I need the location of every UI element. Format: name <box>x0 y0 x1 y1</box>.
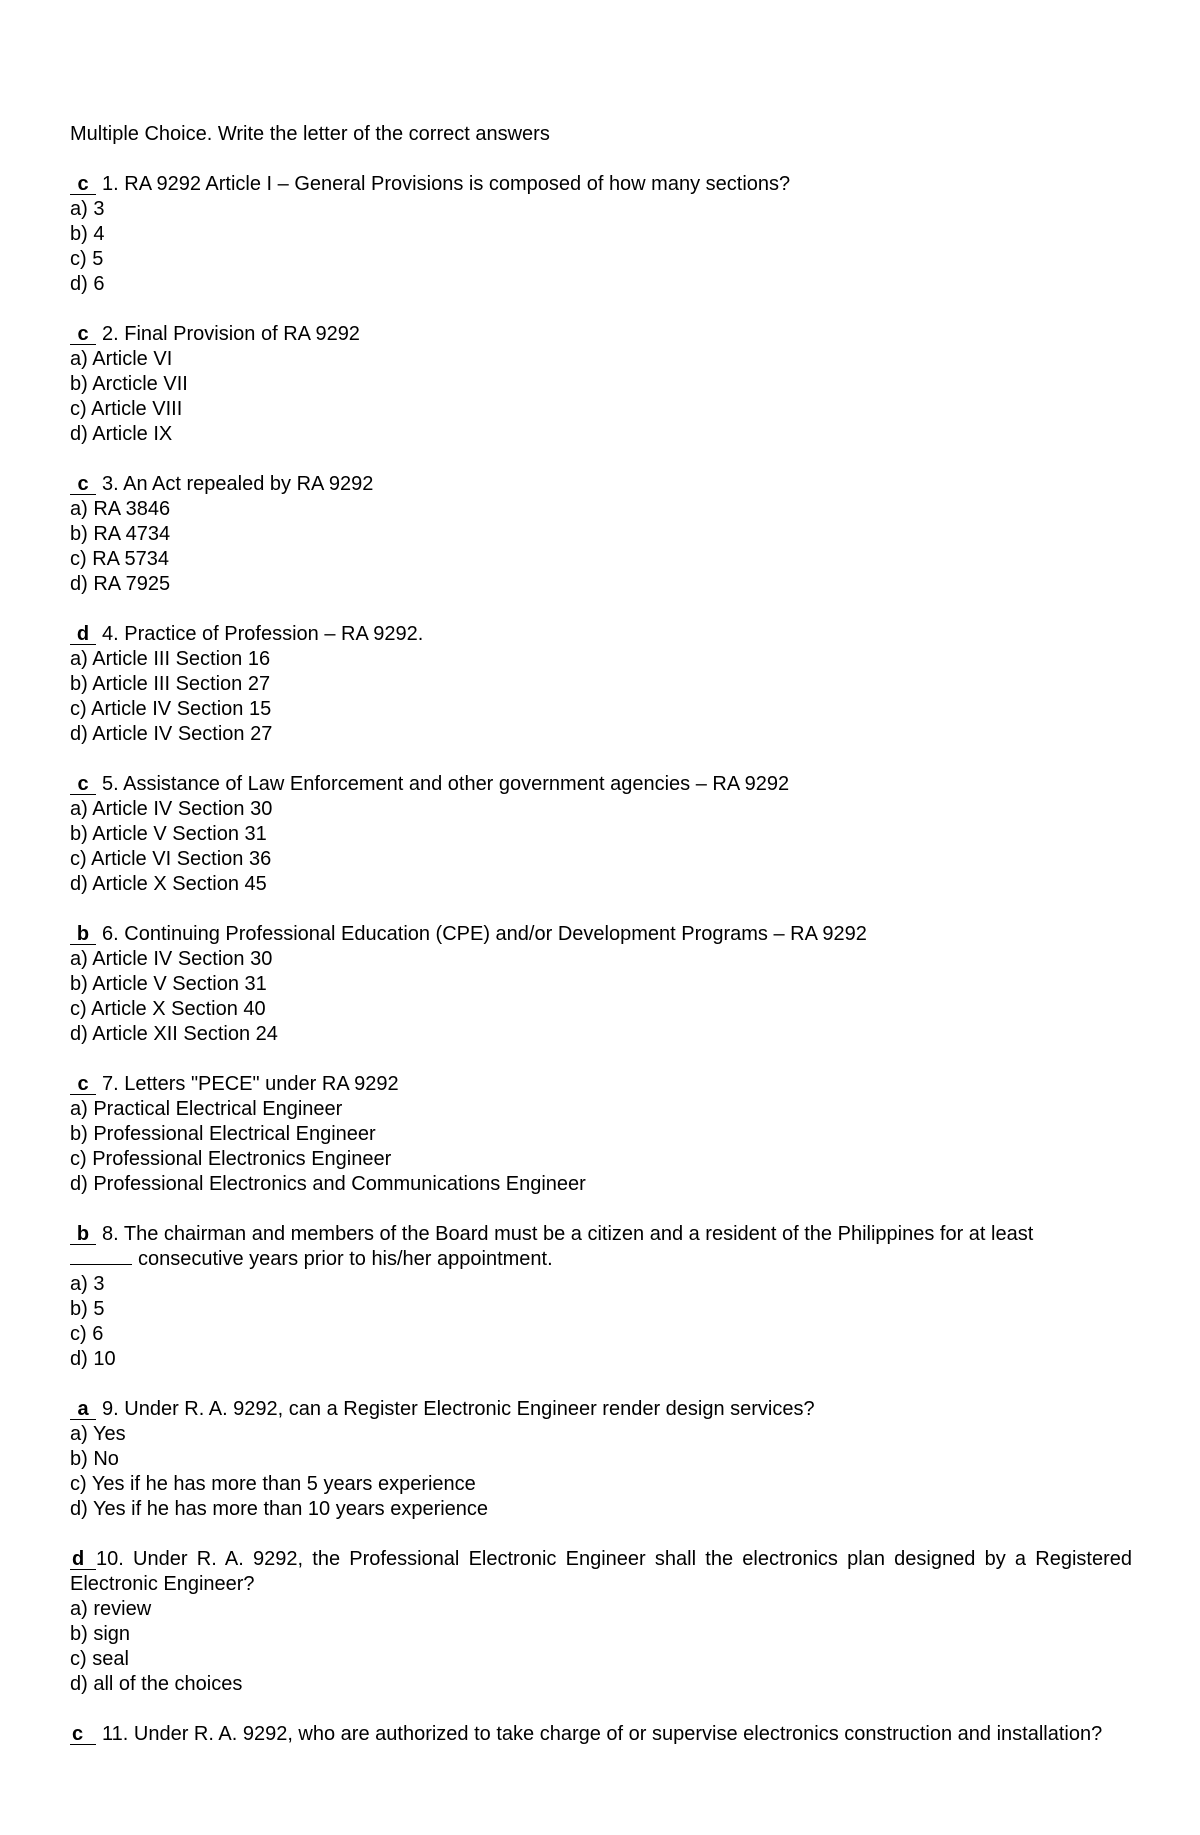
answer-blank: c <box>70 325 96 345</box>
question-number: 5. <box>102 773 119 795</box>
question-stem <box>70 922 1132 947</box>
option-a: a) Practical Electrical Engineer <box>70 1098 343 1120</box>
question-text: Practice of Profession – RA 9292. <box>124 623 424 645</box>
option-d: d) 10 <box>70 1348 116 1370</box>
question-text: Under R. A. 9292, can a Register Electronic Engineer render design services? <box>124 1398 815 1420</box>
option-c: c) Yes if he has more than 5 years experience <box>70 1473 476 1495</box>
option-d: d) Article IV Section 27 <box>70 723 273 745</box>
option-b: b) RA 4734 <box>70 523 171 545</box>
question-11 <box>70 1722 1132 1747</box>
option-c: c) Article VI Section 36 <box>70 848 272 870</box>
question-stem <box>70 172 1132 197</box>
option-d: d) Article IX <box>70 423 173 445</box>
option-d: d) Article X Section 45 <box>70 873 267 895</box>
question-text: Under R. A. 9292, the Professional Electronic Engineer shall the electronics plan designed by a Registered Electronic Engineer? <box>70 1548 1132 1595</box>
option-b: b) 5 <box>70 1298 105 1320</box>
question-stem <box>70 1397 1132 1422</box>
option-c: c) 6 <box>70 1323 104 1345</box>
question-text: Assistance of Law Enforcement and other government agencies – RA 9292 <box>123 773 790 795</box>
question-number: 4. <box>102 623 119 645</box>
instructions: Multiple Choice. Write the letter of the correct answers <box>70 123 550 145</box>
question-6 <box>70 922 1132 1047</box>
question-10 <box>70 1547 1132 1697</box>
option-c: c) Professional Electronics Engineer <box>70 1148 392 1170</box>
option-a: a) Article IV Section 30 <box>70 798 273 820</box>
answer-blank: d <box>70 625 96 645</box>
option-a: a) Article IV Section 30 <box>70 948 273 970</box>
option-a: a) Yes <box>70 1423 126 1445</box>
answer-blank: b <box>70 1225 96 1245</box>
option-b: b) Arcticle VII <box>70 373 188 395</box>
option-d: d) Professional Electronics and Communications Engineer <box>70 1173 586 1195</box>
question-text: The chairman and members of the Board must be a citizen and a resident of the Philippines for at least <box>123 1223 1034 1245</box>
option-a: a) RA 3846 <box>70 498 171 520</box>
answer-blank: c <box>70 175 96 195</box>
option-c: c) Article IV Section 15 <box>70 698 272 720</box>
question-stem <box>70 1547 1132 1597</box>
option-d: d) Yes if he has more than 10 years experience <box>70 1498 489 1520</box>
answer-blank: b <box>70 925 96 945</box>
question-stem <box>70 622 1132 647</box>
question-stem-continued <box>70 1247 1132 1272</box>
option-b: b) Professional Electrical Engineer <box>70 1123 376 1145</box>
question-2 <box>70 322 1132 447</box>
option-b: b) 4 <box>70 223 105 245</box>
option-a: a) Article III Section 16 <box>70 648 271 670</box>
option-d: d) RA 7925 <box>70 573 171 595</box>
question-text: Letters "PECE" under RA 9292 <box>124 1073 399 1095</box>
question-text: Final Provision of RA 9292 <box>124 323 360 345</box>
option-b: b) Article V Section 31 <box>70 973 267 995</box>
option-c: c) 5 <box>70 248 104 270</box>
question-text: Continuing Professional Education (CPE) and/or Development Programs – RA 9292 <box>124 923 867 945</box>
answer-blank: d <box>70 1550 96 1570</box>
option-d: d) 6 <box>70 273 105 295</box>
question-text-continued: consecutive years prior to his/her appointment. <box>138 1248 553 1270</box>
option-c: c) Article VIII <box>70 398 183 420</box>
option-c: c) seal <box>70 1648 129 1670</box>
answer-blank: a <box>70 1400 96 1420</box>
question-number: 6. <box>102 923 119 945</box>
option-a: a) Article VI <box>70 348 173 370</box>
answer-blank: c <box>70 475 96 495</box>
question-text: An Act repealed by RA 9292 <box>123 473 374 495</box>
question-stem <box>70 772 1132 797</box>
option-d: d) Article XII Section 24 <box>70 1023 278 1045</box>
question-text: Under R. A. 9292, who are authorized to take charge of or supervise electronics construction and installation? <box>133 1723 1103 1745</box>
question-number: 10. <box>96 1548 124 1570</box>
question-stem <box>70 472 1132 497</box>
fill-in-blank <box>70 1248 132 1265</box>
option-d: d) all of the choices <box>70 1673 243 1695</box>
question-7 <box>70 1072 1132 1197</box>
option-a: a) review <box>70 1598 152 1620</box>
question-9 <box>70 1397 1132 1522</box>
option-a: a) 3 <box>70 198 105 220</box>
option-b: b) No <box>70 1448 119 1470</box>
question-stem <box>70 1722 1132 1747</box>
question-3 <box>70 472 1132 597</box>
option-b: b) Article V Section 31 <box>70 823 267 845</box>
question-4 <box>70 622 1132 747</box>
question-number: 2. <box>102 323 119 345</box>
question-8 <box>70 1222 1132 1372</box>
question-number: 8. <box>102 1223 119 1245</box>
answer-blank: c <box>70 1725 96 1745</box>
question-number: 11. <box>102 1723 129 1745</box>
question-number: 1. <box>102 173 119 195</box>
answer-blank: c <box>70 1075 96 1095</box>
question-stem <box>70 322 1132 347</box>
question-text: RA 9292 Article I – General Provisions is composed of how many sections? <box>124 173 791 195</box>
question-number: 3. <box>102 473 119 495</box>
question-1 <box>70 172 1132 297</box>
answer-blank: c <box>70 775 96 795</box>
question-stem <box>70 1072 1132 1097</box>
question-number: 9. <box>102 1398 119 1420</box>
question-5 <box>70 772 1132 897</box>
option-c: c) Article X Section 40 <box>70 998 266 1020</box>
option-b: b) Article III Section 27 <box>70 673 271 695</box>
question-number: 7. <box>102 1073 119 1095</box>
option-b: b) sign <box>70 1623 131 1645</box>
option-a: a) 3 <box>70 1273 105 1295</box>
question-stem <box>70 1222 1132 1247</box>
option-c: c) RA 5734 <box>70 548 169 570</box>
